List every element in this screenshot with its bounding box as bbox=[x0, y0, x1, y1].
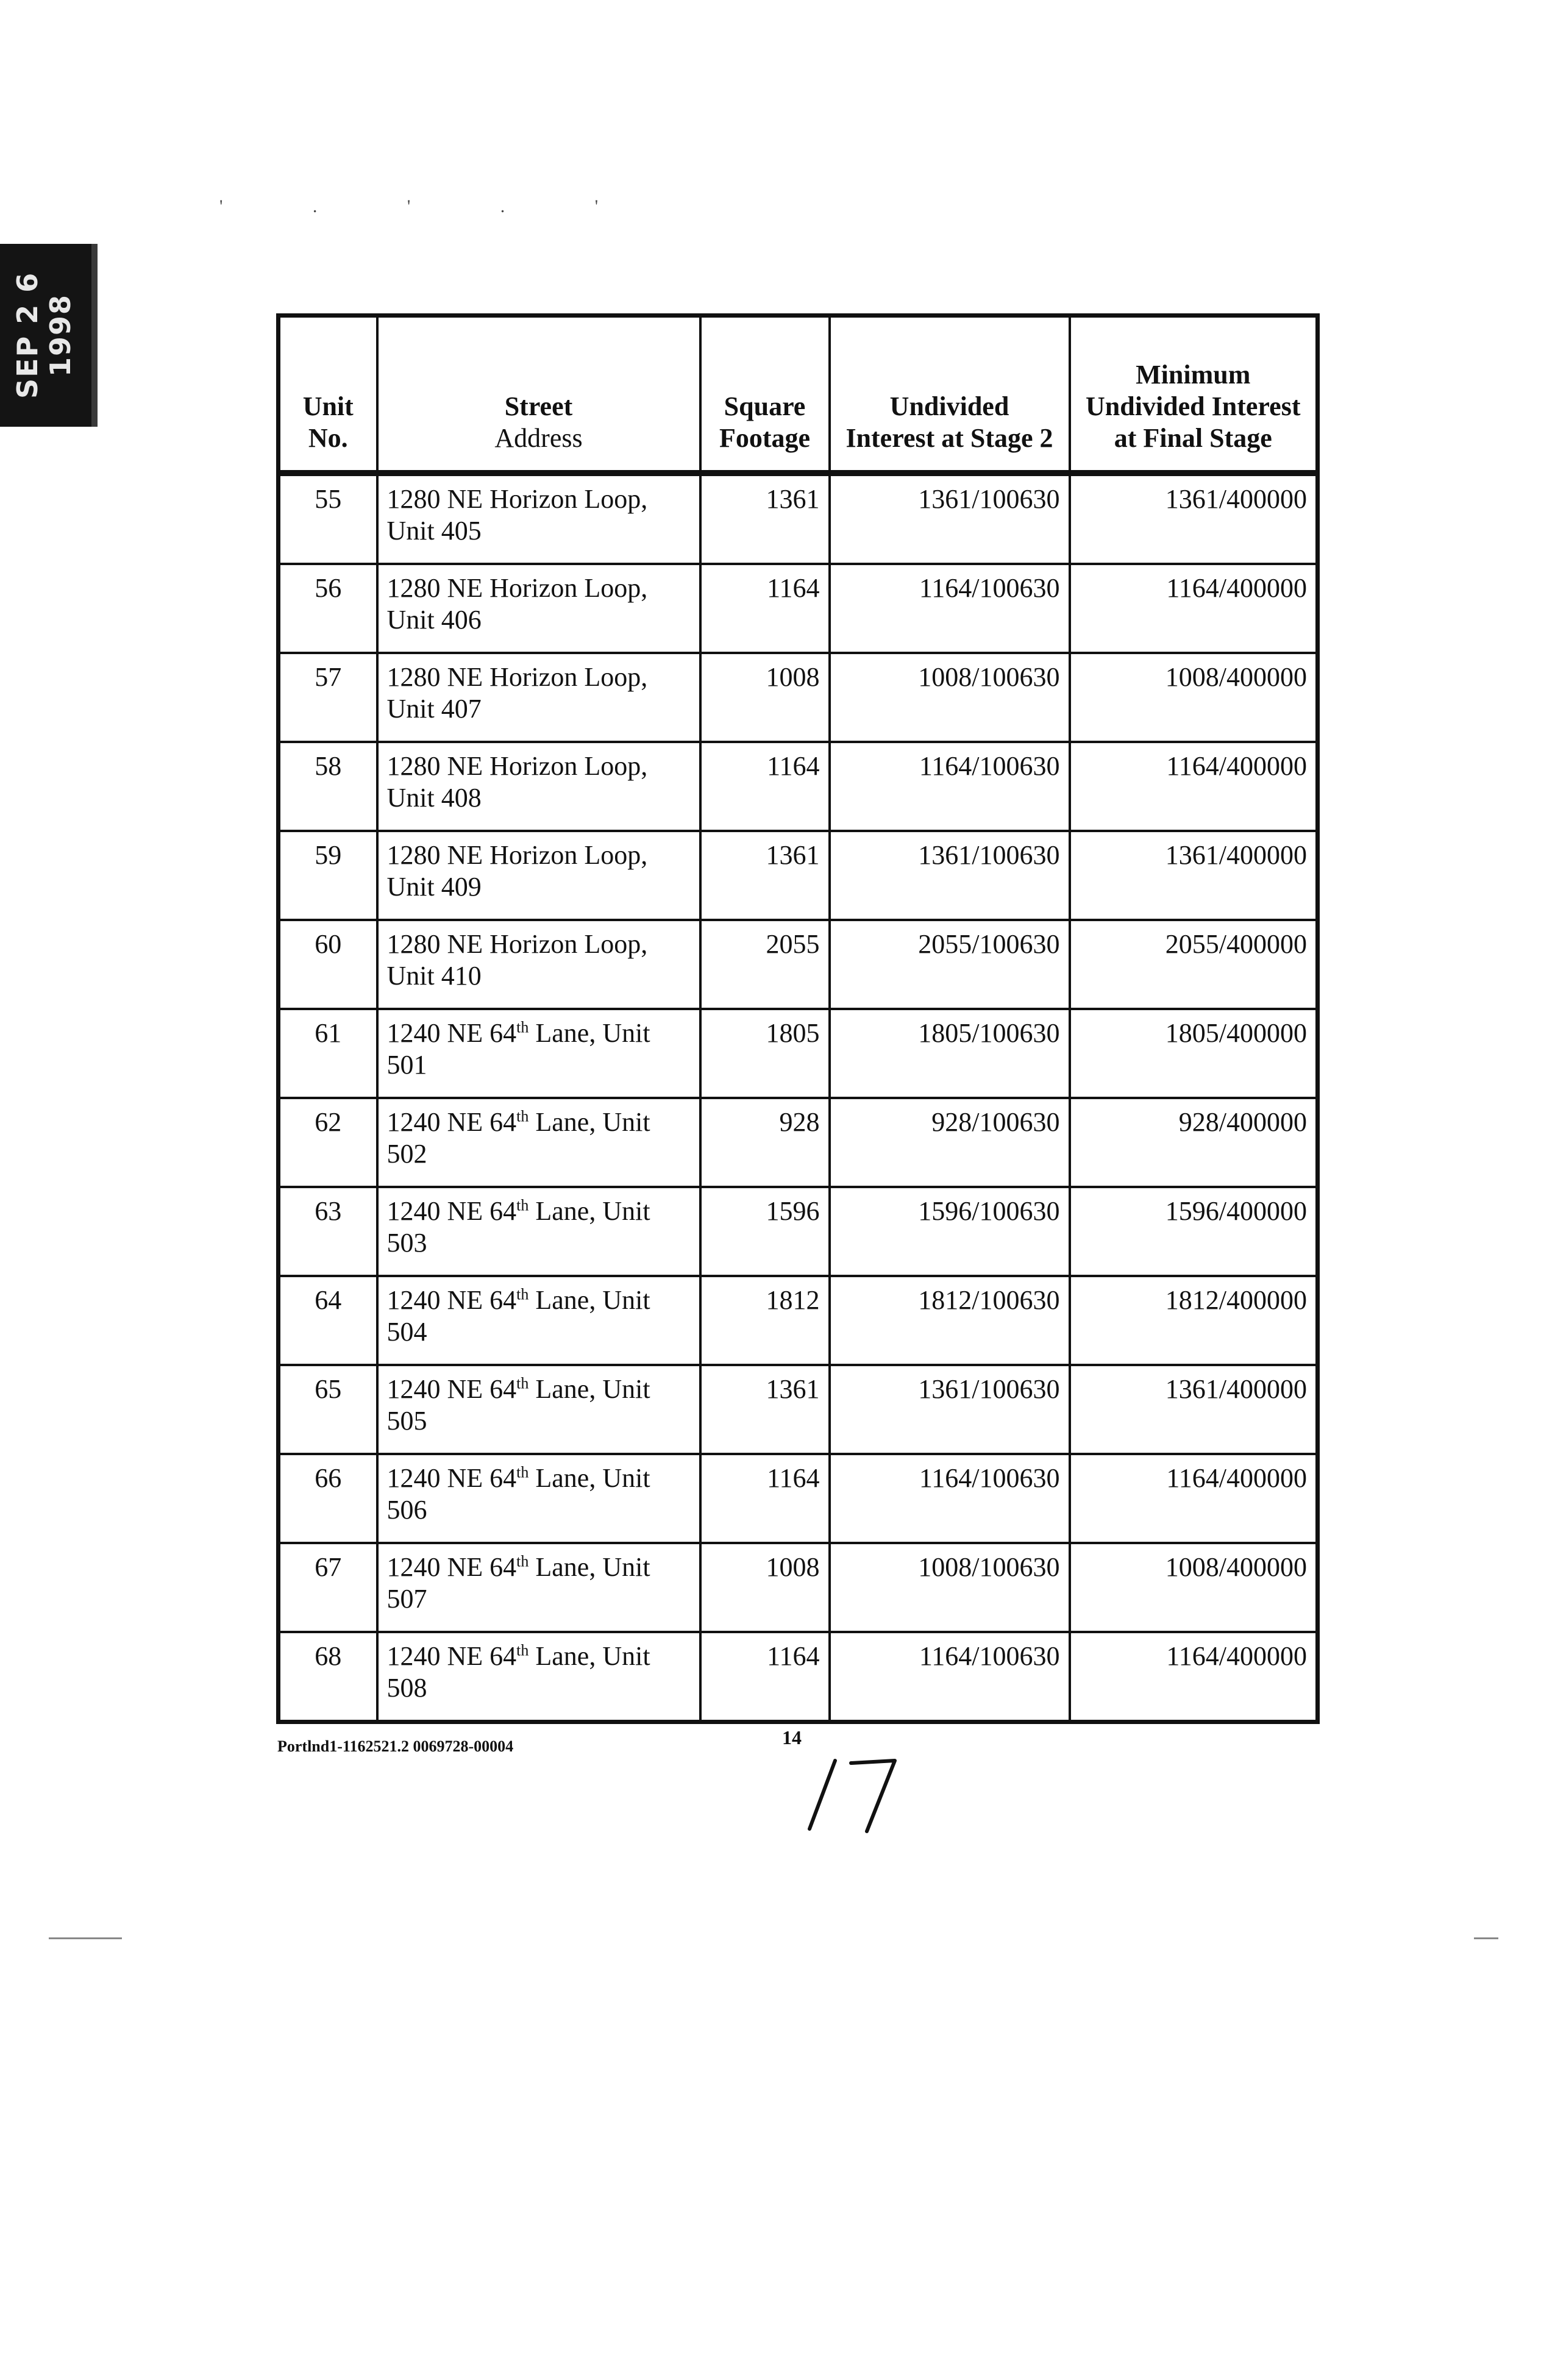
final-interest-cell: 1008/400000 bbox=[1070, 1543, 1318, 1632]
address-line-1 bbox=[387, 1017, 691, 1049]
address-line-2: 503 bbox=[386, 1228, 427, 1258]
address-line-1 bbox=[387, 839, 691, 871]
stage-2-interest-cell: 1008/100630 bbox=[830, 1543, 1070, 1632]
final-interest-cell: 1596/400000 bbox=[1070, 1187, 1318, 1276]
header-line: at Final Stage bbox=[1114, 423, 1272, 453]
table-row bbox=[279, 564, 1318, 653]
ordinal-suffix: th bbox=[516, 1107, 529, 1125]
square-footage-cell: 1164 bbox=[700, 1454, 830, 1543]
address-line-2: 505 bbox=[386, 1406, 427, 1436]
unit-number-cell: 61 bbox=[279, 1009, 377, 1098]
address-line-1 bbox=[387, 661, 691, 693]
square-footage-cell: 1361 bbox=[700, 473, 830, 564]
final-interest-cell: 1164/400000 bbox=[1070, 564, 1318, 653]
unit-number-cell: 60 bbox=[279, 920, 377, 1009]
street-address-cell bbox=[377, 1632, 700, 1722]
address-line-1 bbox=[387, 1373, 691, 1405]
address-text: Lane, Unit bbox=[528, 1463, 650, 1493]
square-footage-cell: 1164 bbox=[700, 742, 830, 831]
square-footage-cell: 1812 bbox=[700, 1276, 830, 1365]
table-header-row bbox=[279, 316, 1318, 474]
ordinal-suffix: th bbox=[516, 1196, 529, 1214]
header-line: Minimum bbox=[1136, 360, 1251, 390]
table-row bbox=[279, 1009, 1318, 1098]
address-text: 1240 NE 64 bbox=[386, 1018, 517, 1048]
unit-number-cell: 59 bbox=[279, 831, 377, 920]
address-line-2: Unit 407 bbox=[386, 694, 482, 724]
street-address-cell bbox=[377, 1187, 700, 1276]
unit-number-cell: 55 bbox=[279, 473, 377, 564]
stage-2-interest-cell: 1596/100630 bbox=[830, 1187, 1070, 1276]
final-interest-cell: 1008/400000 bbox=[1070, 653, 1318, 742]
address-line-1 bbox=[387, 928, 691, 960]
address-text: 1240 NE 64 bbox=[386, 1196, 517, 1226]
square-footage-cell: 1361 bbox=[700, 1365, 830, 1454]
square-footage-cell: 2055 bbox=[700, 920, 830, 1009]
unit-number-cell: 67 bbox=[279, 1543, 377, 1632]
header-line: Interest at Stage 2 bbox=[845, 423, 1053, 453]
page-edge-rule bbox=[49, 1937, 122, 1939]
address-text: 1280 NE Horizon Loop, bbox=[386, 484, 648, 514]
square-footage-cell: 1164 bbox=[700, 1632, 830, 1722]
final-interest-cell: 1812/400000 bbox=[1070, 1276, 1318, 1365]
address-text: Lane, Unit bbox=[528, 1107, 650, 1137]
address-line-2: Unit 405 bbox=[386, 516, 482, 546]
final-interest-cell: 1164/400000 bbox=[1070, 1454, 1318, 1543]
final-interest-cell: 1361/400000 bbox=[1070, 1365, 1318, 1454]
address-text: 1280 NE Horizon Loop, bbox=[386, 751, 648, 781]
header-line: Footage bbox=[719, 423, 811, 453]
address-text: Lane, Unit bbox=[528, 1641, 650, 1671]
stage-2-interest-cell: 1008/100630 bbox=[830, 653, 1070, 742]
final-interest-cell: 1164/400000 bbox=[1070, 1632, 1318, 1722]
unit-number-cell: 68 bbox=[279, 1632, 377, 1722]
table-row bbox=[279, 653, 1318, 742]
address-text: 1240 NE 64 bbox=[386, 1285, 517, 1315]
unit-interest-table bbox=[276, 313, 1320, 1724]
stage-2-interest-cell: 2055/100630 bbox=[830, 920, 1070, 1009]
final-interest-cell: 1361/400000 bbox=[1070, 473, 1318, 564]
stage-2-interest-cell: 1164/100630 bbox=[830, 564, 1070, 653]
square-footage-cell: 1596 bbox=[700, 1187, 830, 1276]
street-address-cell bbox=[377, 831, 700, 920]
address-text: 1240 NE 64 bbox=[386, 1374, 517, 1404]
table-row bbox=[279, 1276, 1318, 1365]
stage-2-interest-cell: 1164/100630 bbox=[830, 1632, 1070, 1722]
stage-2-interest-cell: 928/100630 bbox=[830, 1098, 1070, 1187]
address-line-1 bbox=[387, 1463, 691, 1494]
address-line-2: Unit 410 bbox=[386, 961, 482, 991]
table-row bbox=[279, 1632, 1318, 1722]
square-footage-cell: 1361 bbox=[700, 831, 830, 920]
address-text: 1240 NE 64 bbox=[386, 1107, 517, 1137]
header-street-address bbox=[377, 316, 700, 474]
address-text: Lane, Unit bbox=[528, 1552, 650, 1582]
address-line-2: 508 bbox=[386, 1673, 427, 1703]
address-text: Lane, Unit bbox=[528, 1018, 650, 1048]
stage-2-interest-cell: 1361/100630 bbox=[830, 1365, 1070, 1454]
ordinal-suffix: th bbox=[516, 1463, 529, 1481]
address-line-2: 502 bbox=[386, 1139, 427, 1169]
street-address-cell bbox=[377, 653, 700, 742]
unit-number-cell: 63 bbox=[279, 1187, 377, 1276]
header-interest-stage-2 bbox=[830, 316, 1070, 474]
handwritten-page-mark bbox=[803, 1756, 901, 1835]
unit-number-cell: 62 bbox=[279, 1098, 377, 1187]
address-text: 1280 NE Horizon Loop, bbox=[386, 840, 648, 870]
address-line-1 bbox=[387, 1641, 691, 1672]
header-line: Unit bbox=[302, 391, 354, 421]
address-text: 1280 NE Horizon Loop, bbox=[386, 573, 648, 603]
address-line-1 bbox=[387, 1552, 691, 1583]
table-row bbox=[279, 1365, 1318, 1454]
unit-number-cell: 65 bbox=[279, 1365, 377, 1454]
page-edge-rule bbox=[1474, 1937, 1498, 1939]
header-minimum-interest-final bbox=[1070, 316, 1318, 474]
ordinal-suffix: th bbox=[516, 1285, 529, 1303]
unit-number-cell: 57 bbox=[279, 653, 377, 742]
stage-2-interest-cell: 1805/100630 bbox=[830, 1009, 1070, 1098]
address-text: 1280 NE Horizon Loop, bbox=[386, 929, 648, 959]
square-footage-cell: 1805 bbox=[700, 1009, 830, 1098]
stage-2-interest-cell: 1164/100630 bbox=[830, 1454, 1070, 1543]
street-address-cell bbox=[377, 1276, 700, 1365]
street-address-cell bbox=[377, 920, 700, 1009]
stage-2-interest-cell: 1812/100630 bbox=[830, 1276, 1070, 1365]
final-interest-cell: 928/400000 bbox=[1070, 1098, 1318, 1187]
ordinal-suffix: th bbox=[516, 1641, 529, 1659]
stamp-text: SEP 2 6 1998 bbox=[11, 271, 77, 399]
header-line: Square bbox=[724, 391, 806, 421]
stage-2-interest-cell: 1361/100630 bbox=[830, 831, 1070, 920]
final-interest-cell: 2055/400000 bbox=[1070, 920, 1318, 1009]
square-footage-cell: 1008 bbox=[700, 1543, 830, 1632]
final-interest-cell: 1361/400000 bbox=[1070, 831, 1318, 920]
street-address-cell bbox=[377, 1009, 700, 1098]
address-line-1 bbox=[387, 572, 691, 604]
document-reference: Portlnd1-1162521.2 0069728-00004 bbox=[277, 1737, 514, 1755]
address-text: Lane, Unit bbox=[528, 1196, 650, 1226]
final-interest-cell: 1805/400000 bbox=[1070, 1009, 1318, 1098]
address-line-2: 504 bbox=[386, 1317, 427, 1347]
table-row bbox=[279, 831, 1318, 920]
address-line-1 bbox=[387, 1106, 691, 1138]
unit-number-cell: 58 bbox=[279, 742, 377, 831]
page-number: 14 bbox=[782, 1726, 802, 1748]
address-text: Lane, Unit bbox=[528, 1374, 650, 1404]
header-unit-no bbox=[279, 316, 377, 474]
table-row bbox=[279, 920, 1318, 1009]
address-line-2: 501 bbox=[386, 1050, 427, 1080]
final-interest-cell: 1164/400000 bbox=[1070, 742, 1318, 831]
header-line: Street bbox=[504, 391, 573, 421]
unit-number-cell: 56 bbox=[279, 564, 377, 653]
address-line-2: Unit 408 bbox=[386, 783, 482, 813]
street-address-cell bbox=[377, 1454, 700, 1543]
stage-2-interest-cell: 1164/100630 bbox=[830, 742, 1070, 831]
table-row bbox=[279, 742, 1318, 831]
header-square-footage bbox=[700, 316, 830, 474]
square-footage-cell: 1164 bbox=[700, 564, 830, 653]
table-row bbox=[279, 1454, 1318, 1543]
table-row bbox=[279, 1098, 1318, 1187]
address-line-2: 507 bbox=[386, 1584, 427, 1614]
address-line-1 bbox=[387, 1284, 691, 1316]
street-address-cell bbox=[377, 1543, 700, 1632]
ordinal-suffix: th bbox=[516, 1374, 529, 1392]
header-line: Address bbox=[494, 423, 583, 453]
table-row bbox=[279, 1543, 1318, 1632]
table-row bbox=[279, 473, 1318, 564]
address-text: 1280 NE Horizon Loop, bbox=[386, 662, 648, 692]
address-line-2: Unit 409 bbox=[386, 872, 482, 902]
header-line: No. bbox=[308, 423, 348, 453]
square-footage-cell: 1008 bbox=[700, 653, 830, 742]
stage-2-interest-cell: 1361/100630 bbox=[830, 473, 1070, 564]
table-row bbox=[279, 1187, 1318, 1276]
ordinal-suffix: th bbox=[516, 1552, 529, 1570]
unit-number-cell: 64 bbox=[279, 1276, 377, 1365]
street-address-cell bbox=[377, 1098, 700, 1187]
header-line: Undivided Interest bbox=[1086, 391, 1301, 421]
address-line-2: 506 bbox=[386, 1495, 427, 1525]
ordinal-suffix: th bbox=[516, 1018, 529, 1036]
address-line-2: Unit 406 bbox=[386, 605, 482, 635]
address-text: 1240 NE 64 bbox=[386, 1463, 517, 1493]
address-line-1 bbox=[387, 483, 691, 515]
street-address-cell bbox=[377, 742, 700, 831]
street-address-cell bbox=[377, 564, 700, 653]
address-text: 1240 NE 64 bbox=[386, 1641, 517, 1671]
address-text: Lane, Unit bbox=[528, 1285, 650, 1315]
address-text: 1240 NE 64 bbox=[386, 1552, 517, 1582]
scan-specks: ' . ' . ' bbox=[219, 196, 641, 216]
address-line-1 bbox=[387, 1195, 691, 1227]
unit-number-cell: 66 bbox=[279, 1454, 377, 1543]
address-line-1 bbox=[387, 750, 691, 782]
header-line: Undivided bbox=[889, 391, 1009, 421]
street-address-cell bbox=[377, 473, 700, 564]
square-footage-cell: 928 bbox=[700, 1098, 830, 1187]
street-address-cell bbox=[377, 1365, 700, 1454]
